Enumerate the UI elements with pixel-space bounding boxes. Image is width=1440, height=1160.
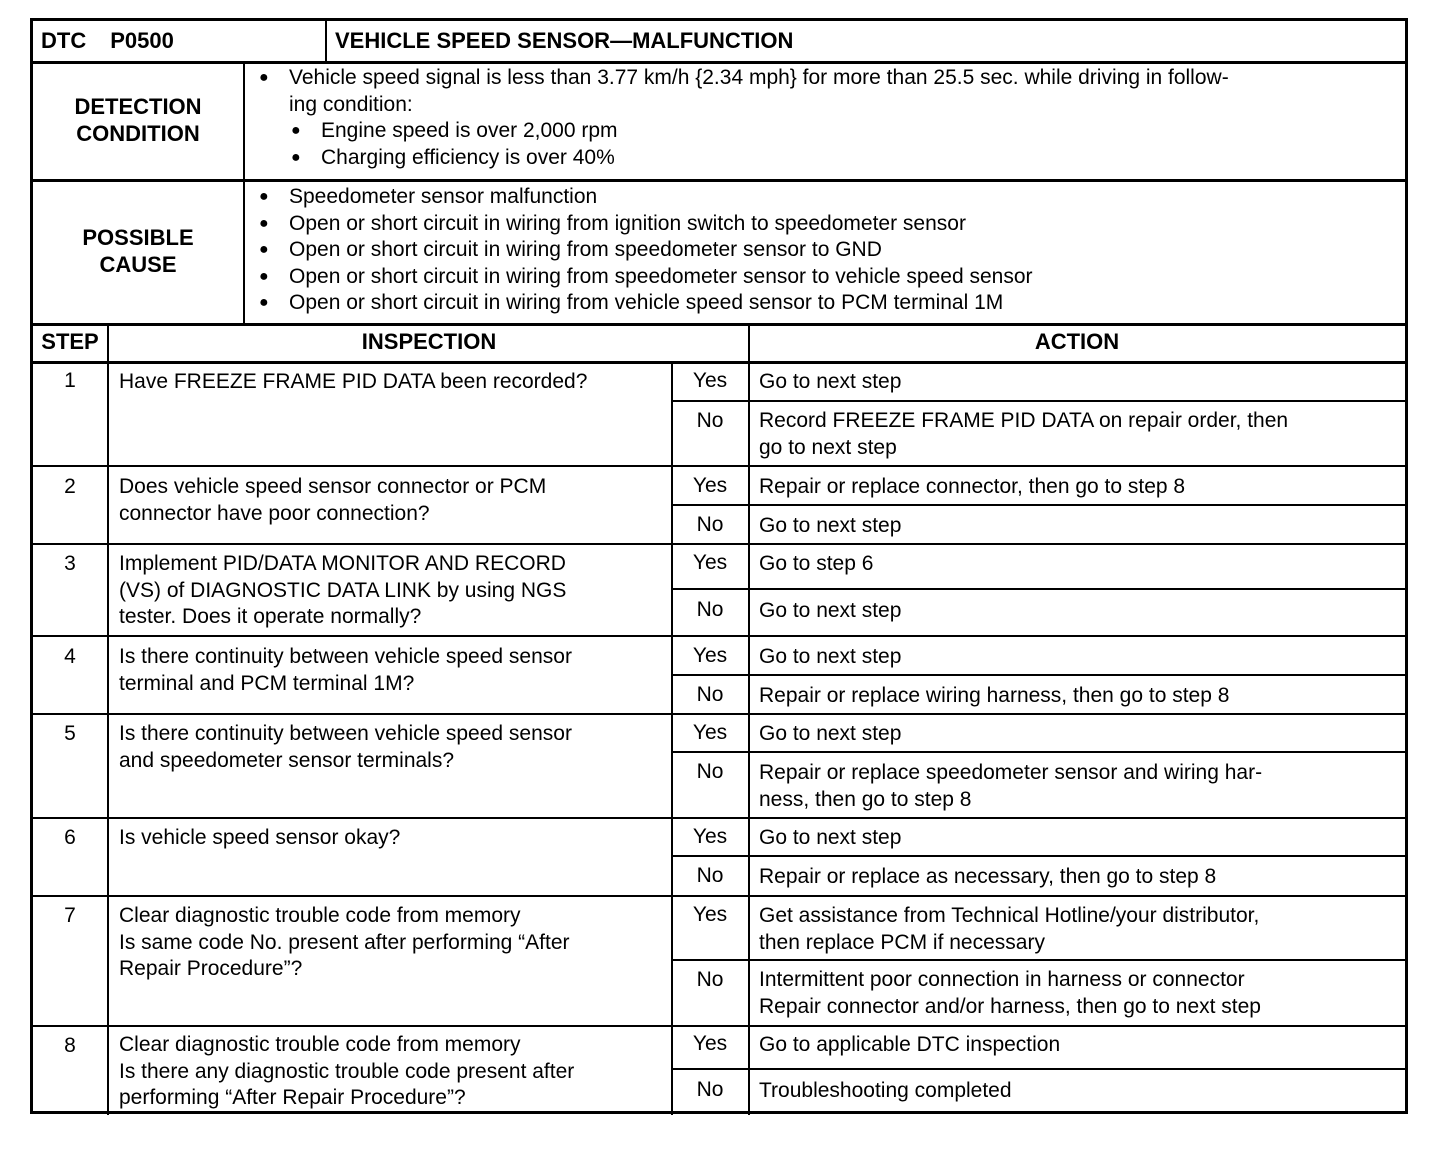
- yes-label: Yes: [692, 721, 728, 744]
- step-number: 4: [64, 645, 76, 668]
- row-divider: [673, 504, 1405, 506]
- no-label: No: [696, 760, 724, 783]
- yes-action: Go to next step: [759, 645, 902, 668]
- cause-item: ● Open or short circuit in wiring from vehicle speed sensor to PCM terminal 1M: [259, 290, 1033, 317]
- no-label: No: [696, 409, 724, 432]
- cause-item: ● Speedometer sensor malfunction: [259, 184, 1033, 211]
- step-inspection: Have FREEZE FRAME PID DATA been recorded?: [119, 370, 588, 393]
- step-number: 3: [64, 552, 76, 575]
- step-divider: [33, 1025, 1405, 1027]
- step-inspection: Is there continuity between vehicle speed sensor and speedometer sensor terminals?: [119, 722, 572, 772]
- no-action: Intermittent poor connection in harness or connector Repair connector and/or harness, then go to next step: [759, 968, 1261, 1018]
- step-number: 5: [64, 722, 76, 745]
- cause-label: POSSIBLE CAUSE: [33, 179, 245, 323]
- step-divider: [33, 817, 1405, 819]
- row-divider: [673, 588, 1405, 590]
- no-label: No: [696, 864, 724, 887]
- yes-action: Go to next step: [759, 370, 902, 393]
- no-label: No: [696, 683, 724, 706]
- no-action: Go to next step: [759, 599, 902, 622]
- column-header-inspection: INSPECTION: [361, 329, 497, 354]
- cause-item: ● Open or short circuit in wiring from speedometer sensor to vehicle speed sensor: [259, 264, 1033, 291]
- step-inspection: Is there continuity between vehicle speed sensor terminal and PCM terminal 1M?: [119, 645, 572, 695]
- column-divider: [107, 323, 109, 1115]
- step-number: 8: [64, 1034, 76, 1057]
- yes-label: Yes: [692, 1032, 728, 1055]
- yes-label: Yes: [692, 903, 728, 926]
- yes-label: Yes: [692, 551, 728, 574]
- no-label: No: [696, 968, 724, 991]
- header-divider-line: [33, 361, 1405, 364]
- step-inspection: Clear diagnostic trouble code from memory Is same code No. present after performing “After Repair Procedure”?: [119, 904, 570, 980]
- step-number: 2: [64, 475, 76, 498]
- row-divider: [673, 400, 1405, 402]
- no-label: No: [696, 598, 724, 621]
- yes-label: Yes: [692, 644, 728, 667]
- row-divider: [673, 751, 1405, 753]
- step-divider: [33, 465, 1405, 467]
- step-inspection: Is vehicle speed sensor okay?: [119, 826, 401, 849]
- step-number: 6: [64, 826, 76, 849]
- yes-action: Get assistance from Technical Hotline/your distributor, then replace PCM if necessary: [759, 904, 1260, 954]
- yes-label: Yes: [692, 369, 728, 392]
- header-row: [33, 21, 1405, 64]
- yes-action: Go to next step: [759, 826, 902, 849]
- cause-section: [33, 179, 1405, 326]
- yes-action: Go to next step: [759, 722, 902, 745]
- column-header-step: STEP: [41, 329, 99, 354]
- detection-line-cont: ing condition:: [289, 92, 413, 116]
- yes-action: Go to step 6: [759, 552, 874, 575]
- step-divider: [33, 635, 1405, 637]
- step-number: 1: [64, 369, 76, 392]
- detection-line: ● Vehicle speed signal is less than 3.77 km/h {2.34 mph} for more than 25.5 sec. while driving in follow-: [259, 65, 1229, 92]
- detection-sub-item: ● Charging efficiency is over 40%: [259, 145, 1229, 172]
- no-action: Repair or replace as necessary, then go to step 8: [759, 865, 1217, 888]
- cause-item: ● Open or short circuit in wiring from ignition switch to speedometer sensor: [259, 211, 1033, 238]
- row-divider: [673, 1068, 1405, 1070]
- column-header-action: ACTION: [1034, 329, 1120, 354]
- header-divider: [325, 21, 327, 61]
- yes-label: Yes: [692, 474, 728, 497]
- step-inspection: Implement PID/DATA MONITOR AND RECORD (VS) of DIAGNOSTIC DATA LINK by using NGS tester. Does it operate normally?: [119, 552, 567, 628]
- no-action: Record FREEZE FRAME PID DATA on repair order, then go to next step: [759, 409, 1289, 459]
- row-divider: [673, 674, 1405, 676]
- no-action: Repair or replace wiring harness, then go to step 8: [759, 684, 1230, 707]
- no-action: Troubleshooting completed: [759, 1079, 1012, 1102]
- no-label: No: [696, 513, 724, 536]
- page-title: VEHICLE SPEED SENSOR—MALFUNCTION: [335, 28, 794, 53]
- detection-label: DETECTION CONDITION: [33, 61, 245, 179]
- cause-list: [259, 184, 1033, 317]
- detection-body: [259, 65, 1229, 171]
- no-action: Go to next step: [759, 514, 902, 537]
- step-divider: [33, 543, 1405, 545]
- step-divider: [33, 895, 1405, 897]
- step-number: 7: [64, 904, 76, 927]
- dtc-label: DTC: [41, 28, 87, 53]
- yes-label: Yes: [692, 825, 728, 848]
- row-divider: [673, 959, 1405, 961]
- yes-action: Go to applicable DTC inspection: [759, 1033, 1061, 1056]
- detection-section: [33, 61, 1405, 182]
- no-label: No: [696, 1078, 724, 1101]
- dtc-sheet: [30, 18, 1408, 1114]
- step-inspection: Clear diagnostic trouble code from memory Is there any diagnostic trouble code present after performing “After Repair Procedure”?: [119, 1033, 575, 1109]
- column-divider: [748, 323, 750, 1115]
- dtc-number: P0500: [110, 28, 174, 53]
- yes-action: Repair or replace connector, then go to step 8: [759, 475, 1186, 498]
- cause-item: ● Open or short circuit in wiring from speedometer sensor to GND: [259, 237, 1033, 264]
- step-divider: [33, 713, 1405, 715]
- row-divider: [673, 855, 1405, 857]
- detection-sub-item: ● Engine speed is over 2,000 rpm: [259, 118, 1229, 145]
- step-inspection: Does vehicle speed sensor connector or PCM connector have poor connection?: [119, 475, 547, 525]
- no-action: Repair or replace speedometer sensor and wiring har- ness, then go to step 8: [759, 761, 1263, 811]
- dtc-code: [41, 28, 198, 54]
